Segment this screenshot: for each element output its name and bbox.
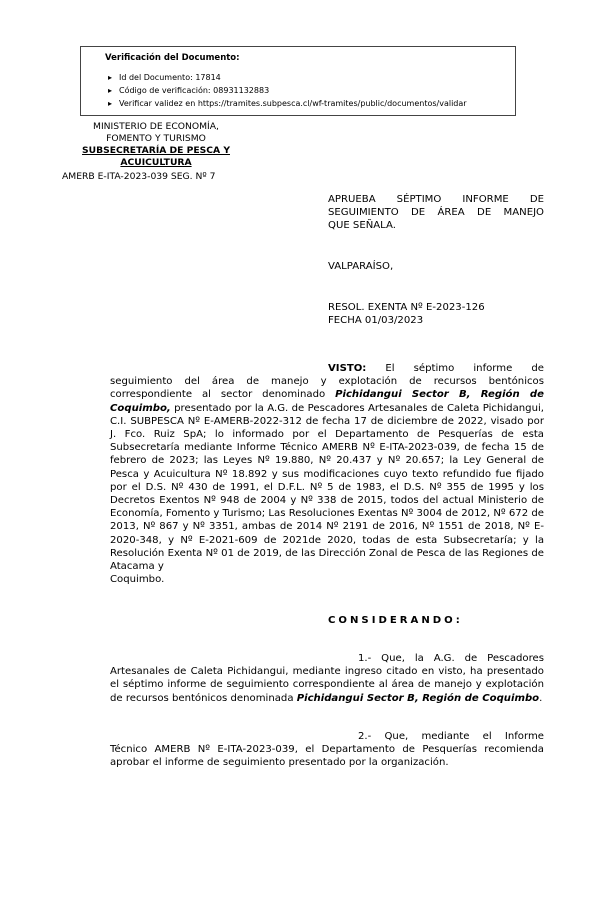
- subsecretaria-line-1: SUBSECRETARÍA DE PESCA Y: [82, 145, 230, 156]
- resolution-subject: [328, 193, 544, 233]
- bullet-icon: ▸: [108, 86, 113, 95]
- subject-line-3: QUE SEÑALA.: [328, 220, 396, 232]
- considerando-2: 2.- Que, mediante el Informe Técnico AMERB Nº E-ITA-2023-039, el Departamento de Pesquerías recomienda aprobar el informe de seguimiento presentado por la organización.: [110, 731, 544, 769]
- ministry-line-1: MINISTERIO DE ECONOMÍA,: [93, 121, 219, 132]
- verification-box: [80, 46, 516, 116]
- verification-url-item[interactable]: ▸ Verificar validez en https://tramites.subpesca.cl/wf-tramites/public/documentos/validar: [108, 99, 467, 108]
- area-name-2: Pichidangui Sector B, Región de Coquimbo: [296, 692, 540, 704]
- place: VALPARAÍSO,: [328, 261, 394, 272]
- ministry-line-2: FOMENTO Y TURISMO: [106, 133, 206, 144]
- document-reference: AMERB E-ITA-2023-039 SEG. Nº 7: [62, 171, 216, 182]
- bullet-icon: ▸: [108, 73, 113, 82]
- resolution-info: [328, 301, 485, 327]
- verification-code-item: ▸ Código de verificación: 08931132883: [108, 86, 270, 95]
- subject-line-2: SEGUIMIENTO DE ÁREA DE MANEJO: [328, 207, 544, 219]
- visto-label: VISTO:: [328, 363, 367, 374]
- ministry-header: [56, 121, 256, 169]
- subject-line-1: APRUEBA SÉPTIMO INFORME DE: [328, 194, 544, 205]
- verification-title: Verificación del Documento:: [105, 53, 240, 63]
- considerando-heading: CONSIDERANDO:: [328, 615, 463, 626]
- area-name: Pichidangui Sector B, Región de Coquimbo,: [110, 389, 544, 414]
- resolution-number: RESOL. EXENTA Nº E-2023-126: [328, 302, 485, 313]
- considerando-1: 1.- Que, la A.G. de Pescadores Artesanales de Caleta Pichidangui, mediante ingreso citado en visto, ha presentado el séptimo informe de seguimiento correspondiente al área de manejo y explotación de recursos bentónicos denominada Pichidangui Sector B, Región de Coquimbo.: [110, 653, 544, 704]
- visto-last-line: Coquimbo.: [110, 574, 165, 586]
- subsecretaria-line-2: ACUICULTURA: [120, 157, 192, 168]
- document-id-item: ▸ Id del Documento: 17814: [108, 73, 221, 82]
- bullet-icon: ▸: [108, 99, 113, 108]
- visto-paragraph: VISTO: El séptimo informe de seguimiento del área de manejo y explotación de recursos bentónicos correspondiente al sector denominado Pichidangui Sector B, Región de Coquimbo, presentado por la A.G. de Pescadores Artesanales de Caleta Pichidangui, C.I. SUBPESCA Nº E-AMERB-2022-312 de fecha 17 de diciembre de 2022, visado por J. Fco. Ruiz SpA; lo informado por el Departamento de Pesquerías de esta Subsecretaría mediante Informe Técnico AMERB Nº E-ITA-2023-039, de fecha 15 de febrero de 2023; las Leyes Nº 19.880, Nº 20.437 y Nº 20.657; la Ley General de Pesca y Acuicultura Nº 18.892 y sus modificaciones cuyo texto refundido fue fijado por el D.S. Nº 430 de 1991, el D.F.L. Nº 5 de 1983, el D.S. Nº 355 de 1995 y los Decretos Exentos Nº 948 de 2004 y Nº 338 de 2015, todos del actual Ministerio de Economía, Fomento y Turismo; Las Resoluciones Exentas Nº 3004 de 2012, Nº 672 de 2013, Nº 867 y Nº 3351, ambas de 2014 Nº 2191 de 2016, Nº 1551 de 2018, Nº E-2020-348, y Nº E-2021-609 de 2021de 2020, todas de esta Subsecretaría; y la Resolución Exenta Nº 01 de 2019, de las Dirección Zonal de Pesca de las Regiones de Atacama y Coquimbo.: [110, 363, 544, 586]
- verification-list: [105, 71, 505, 110]
- resolution-date: FECHA 01/03/2023: [328, 315, 424, 327]
